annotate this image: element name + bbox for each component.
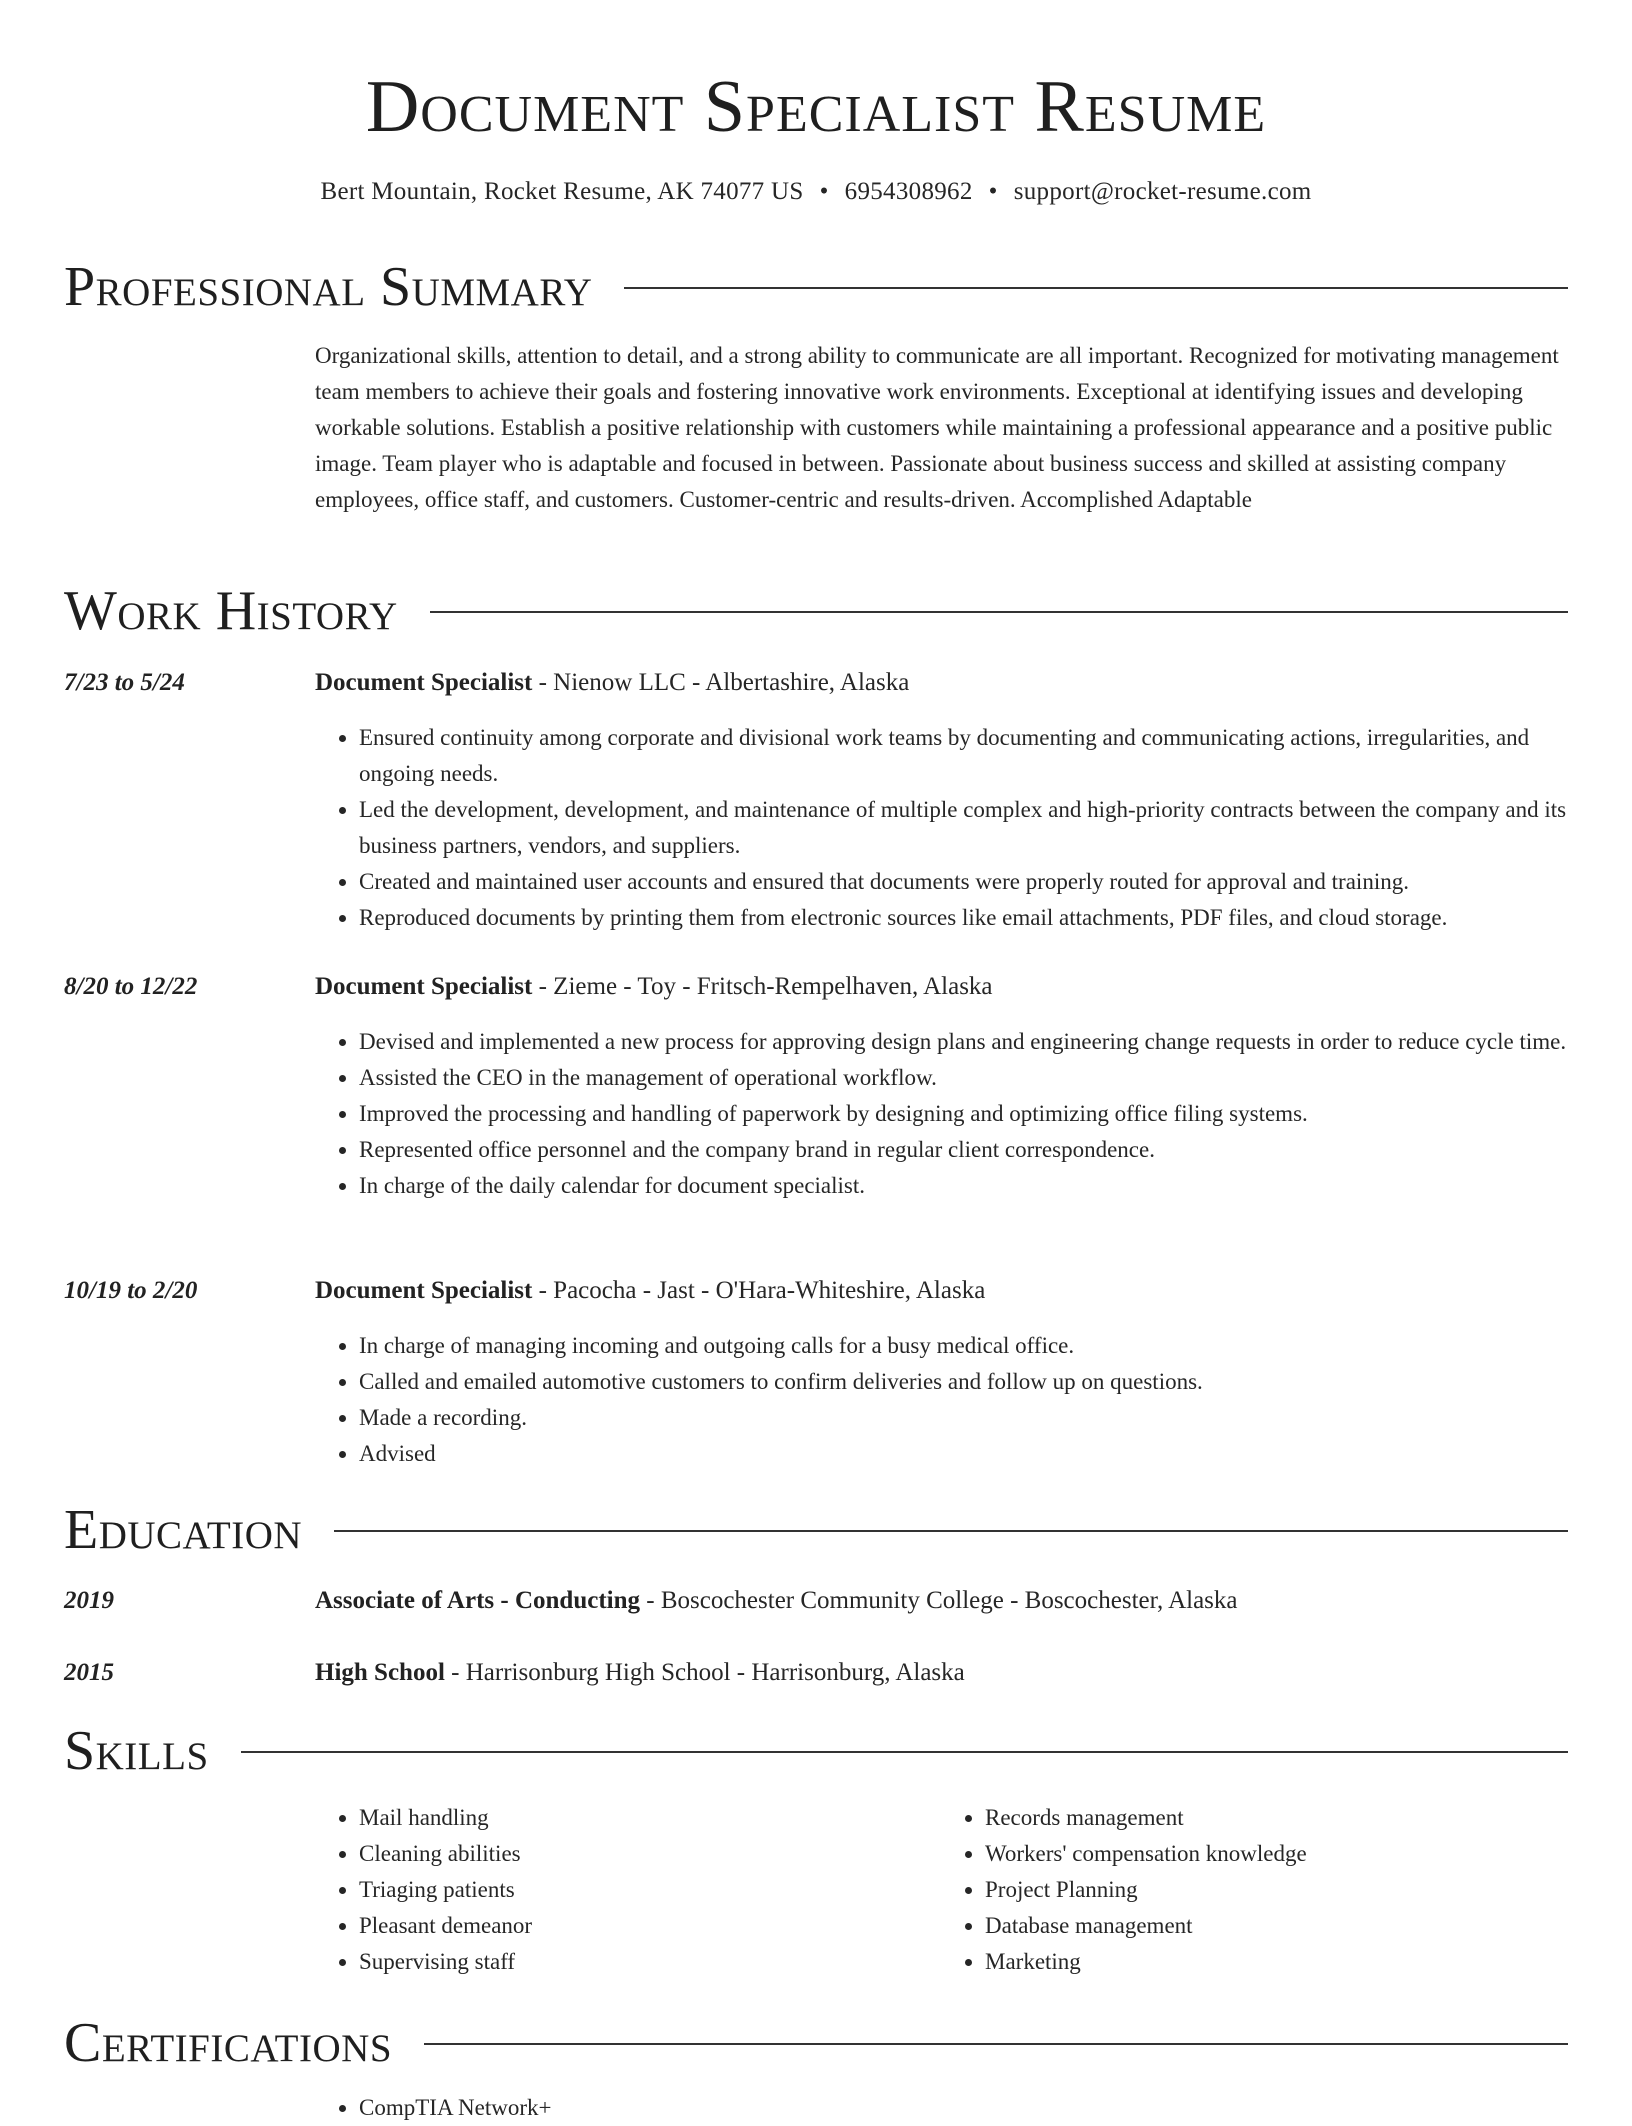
education-entry: [315, 1655, 1568, 1691]
education-details: - Harrisonburg High School - Harrisonburg, Alaska: [444, 1659, 965, 1686]
section-divider: [424, 2043, 1568, 2045]
skill-item: • Supervising staff: [359, 1944, 941, 1980]
job-role: Document Specialist: [315, 669, 533, 696]
skill-item: • Triaging patients: [359, 1872, 941, 1908]
job-heading: [315, 1273, 1568, 1309]
education-details: - Boscochester Community College - Boscochester, Alaska: [640, 1587, 1238, 1614]
job-heading: [315, 969, 1568, 1005]
job-bullet: • Created and maintained user accounts and ensured that documents were properly routed for approval and training.: [359, 864, 1572, 900]
skills-column-right: [941, 1800, 1567, 1980]
job-bullet: • Reproduced documents by printing them from electronic sources like email attachments, PDF files, and cloud storage.: [359, 900, 1572, 936]
skill-item: • Database management: [985, 1908, 1567, 1944]
job-bullets: [315, 1328, 1572, 1472]
job-bullet: • Led the development, development, and maintenance of multiple complex and high-priority contracts between the company and its business partners, vendors, and suppliers.: [359, 792, 1572, 864]
job-bullet: • Made a recording.: [359, 1400, 1572, 1436]
job-bullet: • In charge of the daily calendar for document specialist.: [359, 1168, 1572, 1204]
job-bullets: [315, 1024, 1572, 1204]
section-divider: [334, 1530, 1568, 1532]
section-divider: [430, 611, 1568, 613]
certifications-list: [315, 2090, 1572, 2126]
job-bullet: • Improved the processing and handling of paperwork by designing and optimizing office filing systems.: [359, 1096, 1572, 1132]
education-degree: Associate of Arts - Conducting: [315, 1587, 640, 1614]
contact-separator: •: [988, 178, 998, 205]
job-bullet: • Called and emailed automotive customers to confirm deliveries and follow up on questions.: [359, 1364, 1572, 1400]
job-bullet: • In charge of managing incoming and outgoing calls for a busy medical office.: [359, 1328, 1572, 1364]
skill-item: • Workers' compensation knowledge: [985, 1836, 1567, 1872]
job-role: Document Specialist: [315, 973, 533, 1000]
job-details: - Zieme - Toy - Fritsch-Rempelhaven, Alaska: [532, 973, 993, 1000]
certification-item: • CompTIA Network+: [359, 2090, 1572, 2126]
job-heading: [315, 665, 1568, 701]
section-divider: [241, 1751, 1568, 1753]
section-header-summary: [64, 256, 1568, 318]
job-bullet: • Assisted the CEO in the management of operational workflow.: [359, 1060, 1572, 1096]
job-bullet: • Represented office personnel and the company brand in regular client correspondence.: [359, 1132, 1572, 1168]
section-divider: [624, 287, 1568, 289]
contact-address: Bert Mountain, Rocket Resume, AK 74077 US: [320, 178, 804, 205]
section-title-summary: Professional Summary: [64, 256, 593, 318]
job-bullets: [315, 720, 1572, 936]
skill-item: • Records management: [985, 1800, 1567, 1836]
job-role: Document Specialist: [315, 1277, 533, 1304]
contact-line: [0, 176, 1632, 208]
education-year: 2019: [64, 1587, 114, 1614]
skills-list: [315, 1800, 1567, 1980]
job-bullet: • Devised and implemented a new process for approving design plans and engineering change requests in order to reduce cycle time.: [359, 1024, 1572, 1060]
job-dates: 7/23 to 5/24: [64, 669, 185, 696]
contact-email: support@rocket-resume.com: [1013, 178, 1312, 205]
section-header-certifications: [64, 2012, 1568, 2074]
skill-item: • Cleaning abilities: [359, 1836, 941, 1872]
job-bullet: • Advised: [359, 1436, 1572, 1472]
section-header-work-history: [64, 580, 1568, 642]
job-bullet: • Ensured continuity among corporate and divisional work teams by documenting and communicating actions, irregularities, and ongoing needs.: [359, 720, 1572, 792]
skill-item: • Project Planning: [985, 1872, 1567, 1908]
education-entry: [315, 1583, 1568, 1619]
skill-item: • Mail handling: [359, 1800, 941, 1836]
skill-item: • Pleasant demeanor: [359, 1908, 941, 1944]
job-details: - Nienow LLC - Albertashire, Alaska: [532, 669, 910, 696]
skills-column-left: [315, 1800, 941, 1980]
section-title-education: Education: [64, 1499, 303, 1561]
section-header-skills: [64, 1720, 1568, 1782]
document-title: Document Specialist Resume: [365, 66, 1267, 148]
education-year: 2015: [64, 1659, 114, 1686]
section-title-certifications: Certifications: [64, 2012, 393, 2074]
job-dates: 10/19 to 2/20: [64, 1277, 198, 1304]
summary-text: Organizational skills, attention to detail, and a strong ability to communicate are all important. Recognized for motivating management team members to achieve their goals and fostering innovative work environments. Exceptional at identifying issues and developing workable solutions. Establish a positive relationship with customers while maintaining a professional appearance and a positive public image. Team player who is adaptable and focused in between. Passionate about business success and skilled at assisting company employees, office staff, and customers. Customer-centric and results-driven. Accomplished Adaptable: [315, 343, 1559, 512]
section-title-work-history: Work History: [64, 580, 398, 642]
contact-phone: 6954308962: [844, 178, 973, 205]
job-dates: 8/20 to 12/22: [64, 973, 198, 1000]
section-title-skills: Skills: [64, 1720, 209, 1782]
contact-separator: •: [819, 178, 829, 205]
job-details: - Pacocha - Jast - O'Hara-Whiteshire, Alaska: [532, 1277, 986, 1304]
skill-item: • Marketing: [985, 1944, 1567, 1980]
section-header-education: [64, 1499, 1568, 1561]
education-degree: High School: [315, 1659, 445, 1686]
